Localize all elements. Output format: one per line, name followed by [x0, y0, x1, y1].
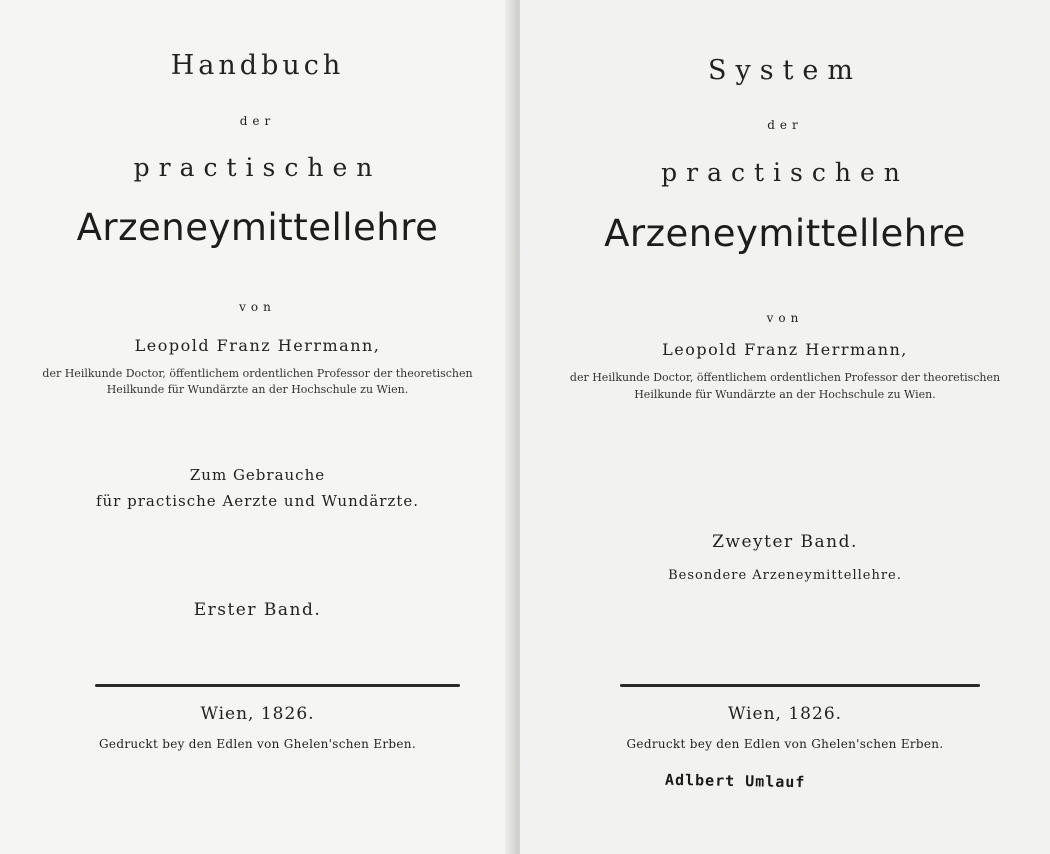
right-printer: Gedruckt bey den Edlen von Ghelen'schen Erben. [626, 737, 944, 751]
left-der: der [239, 114, 276, 128]
right-main-title: Arzeneymittellehre [604, 212, 966, 255]
right-desc-line1: der Heilkunde Doctor, öffentlichem ordentlichen Professor der theoretischen [569, 371, 1001, 384]
left-use-line2: für practische Aerzte und Wundärzte. [95, 492, 420, 510]
right-desc-line2: Heilkunde für Wundärzte an der Hochschule zu Wien. [634, 388, 936, 401]
right-subtitle: Besondere Arzeneymittellehre. [668, 568, 902, 583]
left-volume: Erster Band. [193, 600, 322, 620]
right-title-page [520, 0, 1050, 854]
left-rule [95, 684, 460, 687]
left-title: Handbuch [170, 50, 345, 81]
owner-stamp: Adlbert Umlauf [664, 770, 806, 792]
left-city-year: Wien, 1826. [200, 704, 315, 724]
left-main-title: Arzeneymittellehre [76, 206, 439, 249]
left-von: von [239, 300, 276, 314]
right-volume: Zweyter Band. [712, 532, 858, 552]
right-von: von [766, 311, 804, 325]
left-title-page [0, 0, 515, 854]
left-desc-line1: der Heilkunde Doctor, öffentlichem ordentlichen Professor der theoretischen [42, 367, 473, 380]
right-practischen: practischen [661, 158, 909, 187]
left-author: Leopold Franz Herrmann, [134, 336, 381, 355]
left-practischen: practischen [133, 153, 382, 182]
left-use-line1: Zum Gebrauche [189, 466, 326, 484]
right-author: Leopold Franz Herrmann, [662, 340, 908, 359]
right-title: System [707, 55, 863, 86]
right-der: der [767, 118, 803, 132]
left-printer: Gedruckt bey den Edlen von Ghelen'schen Erben. [99, 737, 416, 751]
left-desc-line2: Heilkunde für Wundärzte an der Hochschule zu Wien. [106, 383, 409, 396]
right-rule [620, 684, 980, 687]
right-city-year: Wien, 1826. [727, 704, 843, 724]
